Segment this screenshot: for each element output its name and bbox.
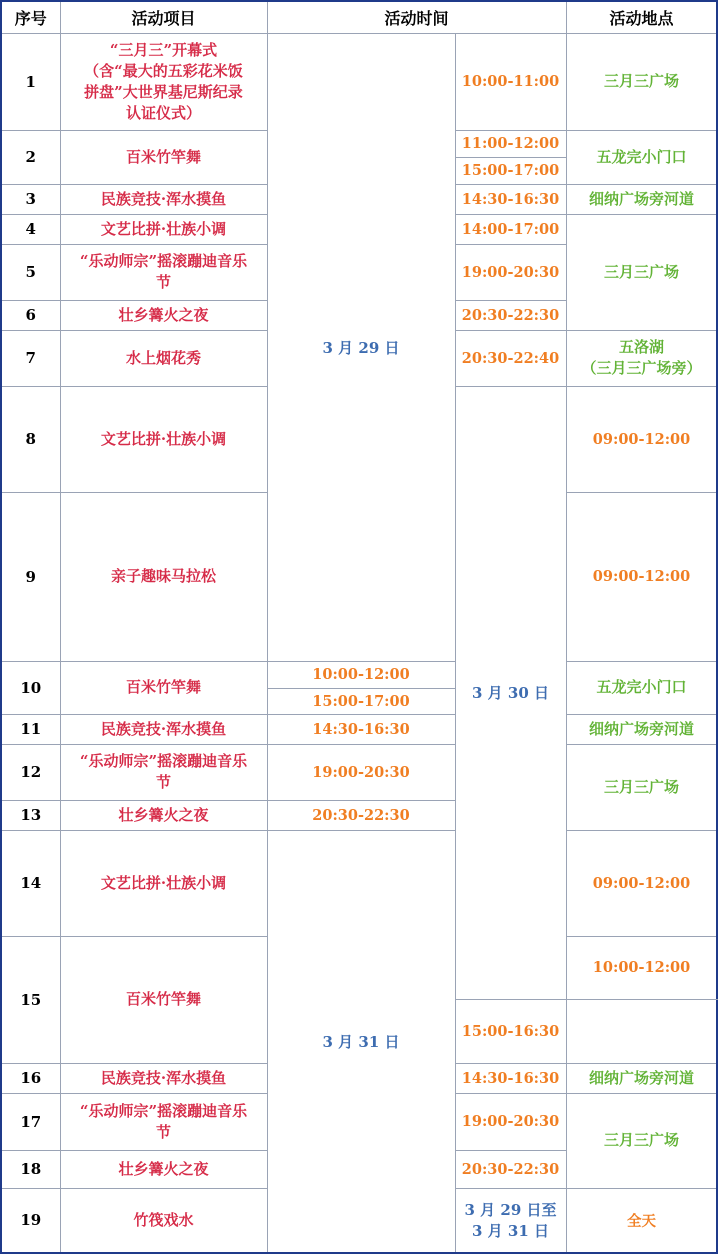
time-slot: 10:00-12:00 [267,661,455,688]
location: 五龙完小门口 [566,661,717,714]
row-number: 16 [1,1063,60,1093]
row-number: 14 [1,830,60,936]
time-slot: 20:30-22:30 [455,1150,566,1188]
time-slot: 20:30-22:30 [455,300,566,330]
activity-name: “三月三”开幕式 （含“最大的五彩花米饭 拼盘”大世界基尼斯纪录 认证仪式） [60,33,267,130]
time-slot: 19:00-20:30 [455,244,566,300]
table-row [1,33,717,130]
activity-name: 文艺比拼·壮族小调 [60,830,267,936]
header-activity: 活动项目 [60,1,267,33]
activity-name: “乐动师宗”摇滚蹦迪音乐 节 [60,1093,267,1150]
time-slot: 20:30-22:40 [455,330,566,386]
header-row [1,1,717,33]
activity-name: 民族竞技·浑水摸鱼 [60,714,267,744]
row-number: 18 [1,1150,60,1188]
row-number: 9 [1,492,60,661]
time-slot: 09:00-12:00 [566,492,717,661]
table-row [1,714,717,744]
row-number: 11 [1,714,60,744]
table-row [1,744,717,800]
location: 五洛湖 （三月三广场旁） [566,330,717,386]
location: 三月三广场 [566,744,717,830]
time-slot: 15:00-17:00 [455,157,566,184]
row-number: 19 [1,1188,60,1253]
date-cell: 3 月 29 日 [267,33,455,661]
time-slot: 09:00-12:00 [566,830,717,936]
row-number: 2 [1,130,60,184]
activity-name: 百米竹竿舞 [60,661,267,714]
activity-name: 壮乡篝火之夜 [60,800,267,830]
row-number: 5 [1,244,60,300]
time-slot: 20:30-22:30 [267,800,455,830]
date-cell: 3 月 31 日 [267,830,455,1253]
header-num: 序号 [1,1,60,33]
time-slot: 10:00-11:00 [455,33,566,130]
header-time: 活动时间 [267,1,566,33]
row-number: 7 [1,330,60,386]
activity-name: “乐动师宗”摇滚蹦迪音乐 节 [60,744,267,800]
row-number: 12 [1,744,60,800]
time-slot: 14:30-16:30 [267,714,455,744]
time-slot: 19:00-20:30 [455,1093,566,1150]
time-slot: 14:30-16:30 [455,1063,566,1093]
time-slot: 14:00-17:00 [455,214,566,244]
time-slot: 14:30-16:30 [455,184,566,214]
activity-name: 文艺比拼·壮族小调 [60,214,267,244]
activity-name: 壮乡篝火之夜 [60,300,267,330]
activity-name: 百米竹竿舞 [60,130,267,184]
activity-name: “乐动师宗”摇滚蹦迪音乐 节 [60,244,267,300]
location: 三月三广场 [566,1093,717,1188]
time-slot: 11:00-12:00 [455,130,566,157]
activity-name: 水上烟花秀 [60,330,267,386]
activity-name: 民族竞技·浑水摸鱼 [60,184,267,214]
date-cell: 3 月 30 日 [455,386,566,1000]
row-number: 13 [1,800,60,830]
location: 细纳广场旁河道 [566,714,717,744]
time-slot: 全天 [566,1188,717,1253]
location: 五龙完小门口 [566,130,717,184]
table-row [1,661,717,688]
row-number: 3 [1,184,60,214]
time-slot: 19:00-20:30 [267,744,455,800]
activity-name: 亲子趣味马拉松 [60,492,267,661]
table-row [1,830,717,936]
date-cell: 3 月 29 日至 3 月 31 日 [455,1188,566,1253]
time-slot: 10:00-12:00 [566,936,717,1000]
row-number: 15 [1,936,60,1063]
row-number: 17 [1,1093,60,1150]
row-number: 1 [1,33,60,130]
row-number: 6 [1,300,60,330]
location: 三月三广场 [566,33,717,130]
location: 细纳广场旁河道 [566,1063,717,1093]
row-number: 8 [1,386,60,492]
activity-name: 竹筏戏水 [60,1188,267,1253]
activity-name: 文艺比拼·壮族小调 [60,386,267,492]
location: 三月三广场 [566,214,717,330]
activity-name: 壮乡篝火之夜 [60,1150,267,1188]
location: 细纳广场旁河道 [566,184,717,214]
activity-name: 民族竞技·浑水摸鱼 [60,1063,267,1093]
row-number: 4 [1,214,60,244]
header-location: 活动地点 [566,1,717,33]
time-slot: 15:00-17:00 [267,688,455,714]
activity-name: 百米竹竿舞 [60,936,267,1063]
time-slot: 15:00-16:30 [455,1000,566,1064]
time-slot: 09:00-12:00 [566,386,717,492]
row-number: 10 [1,661,60,714]
